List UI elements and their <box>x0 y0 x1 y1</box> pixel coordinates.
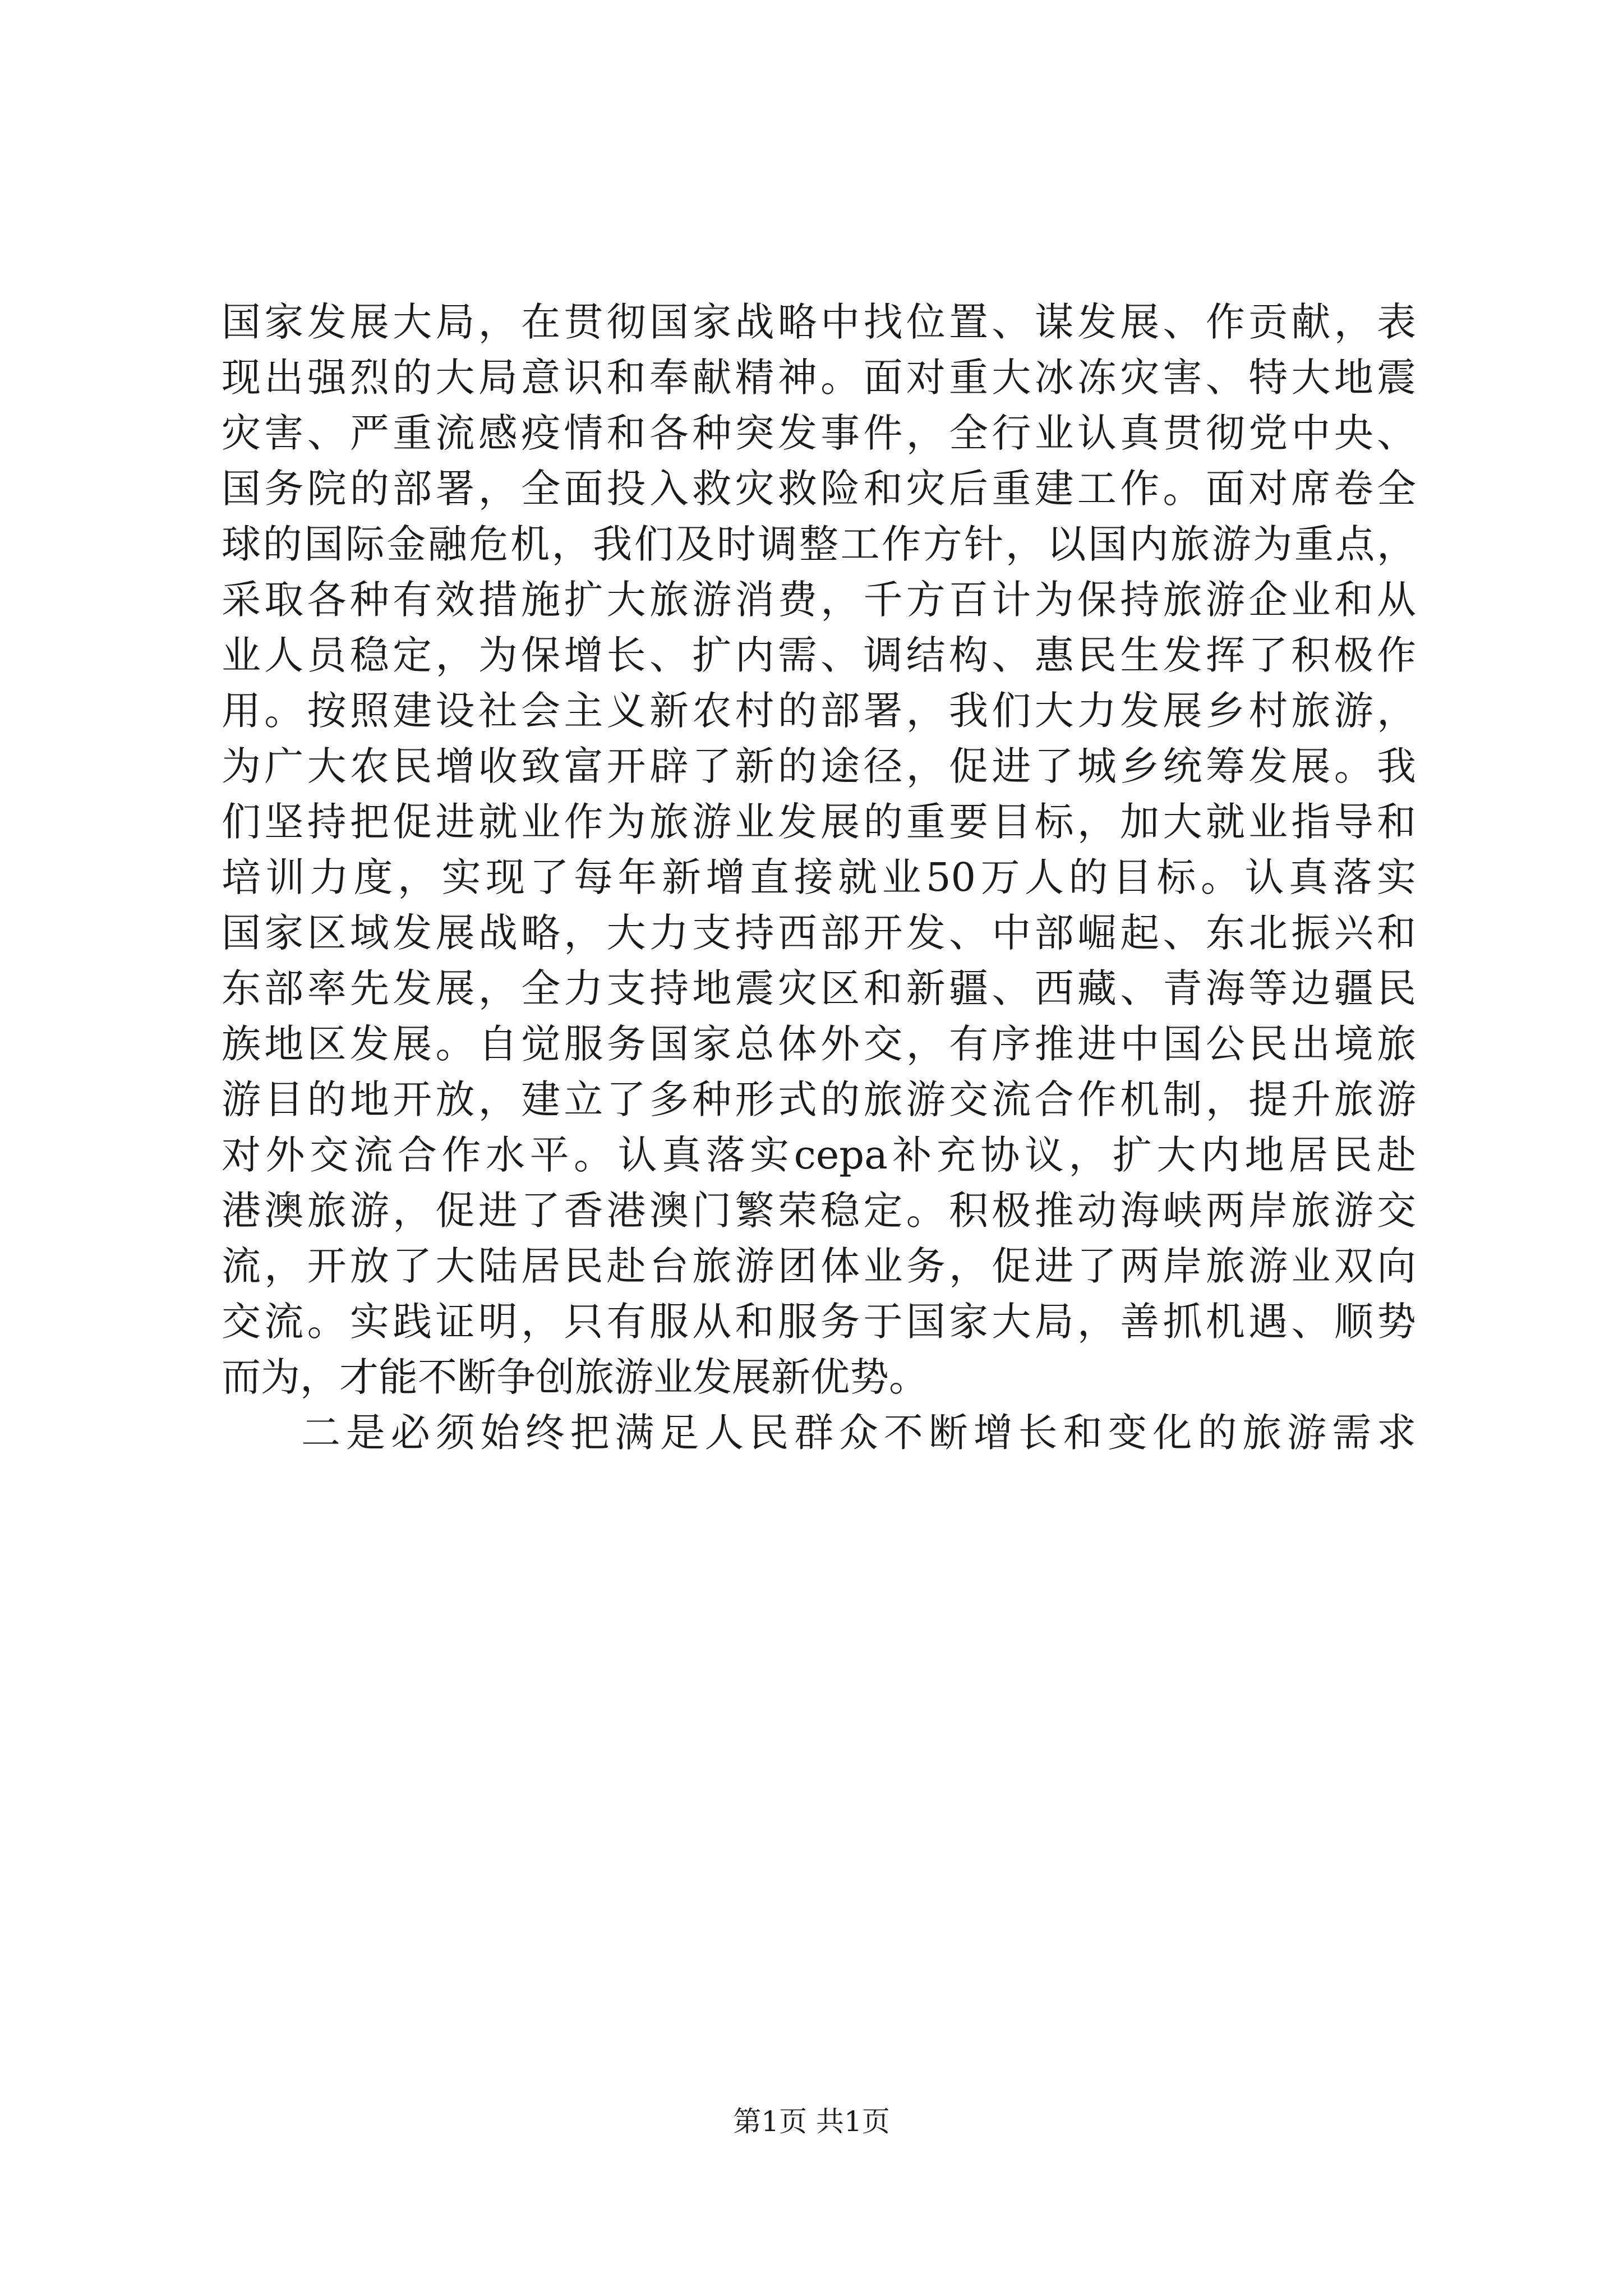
text-line: 游目的地开放，建立了多种形式的旅游交流合作机制，提升旅游 <box>222 1076 1416 1122</box>
text-line: 交流。实践证明，只有服从和服务于国家大局，善抓机遇、顺势 <box>222 1299 1416 1345</box>
text-line: 培训力度，实现了每年新增直接就业50万人的目标。认真落实 <box>222 854 1416 900</box>
text-line: 为广大农民增收致富开辟了新的途径，促进了城乡统筹发展。我 <box>222 743 1416 789</box>
text-line: 国务院的部署，全面投入救灾救险和灾后重建工作。面对席卷全 <box>222 466 1416 512</box>
paragraph-start-line: 二是必须始终把满足人民群众不断增长和变化的旅游需求 <box>301 1410 1416 1456</box>
text-line: 球的国际金融危机，我们及时调整工作方针，以国内旅游为重点， <box>222 521 1416 567</box>
text-line: 对外交流合作水平。认真落实cepa补充协议，扩大内地居民赴 <box>222 1132 1416 1178</box>
page-footer: 第1页 共1页 <box>733 2105 890 2138</box>
text-line: 业人员稳定，为保增长、扩内需、调结构、惠民生发挥了积极作 <box>222 632 1416 678</box>
text-line: 用。按照建设社会主义新农村的部署，我们大力发展乡村旅游， <box>222 688 1416 734</box>
text-line: 们坚持把促进就业作为旅游业发展的重要目标，加大就业指导和 <box>222 799 1416 845</box>
text-line: 国家区域发展战略，大力支持西部开发、中部崛起、东北振兴和 <box>222 910 1416 956</box>
text-line: 族地区发展。自觉服务国家总体外交，有序推进中国公民出境旅 <box>222 1021 1416 1067</box>
body-text <box>222 295 1416 1461</box>
text-line: 现出强烈的大局意识和奉献精神。面对重大冰冻灾害、特大地震 <box>222 355 1416 401</box>
text-line: 流，开放了大陆居民赴台旅游团体业务，促进了两岸旅游业双向 <box>222 1243 1416 1289</box>
text-line: 采取各种有效措施扩大旅游消费，千方百计为保持旅游企业和从 <box>222 577 1416 623</box>
text-line: 灾害、严重流感疫情和各种突发事件，全行业认真贯彻党中央、 <box>222 410 1416 456</box>
text-line: 港澳旅游，促进了香港澳门繁荣稳定。积极推动海峡两岸旅游交 <box>222 1188 1416 1234</box>
paragraph-end-line: 而为，才能不断争创旅游业发展新优势。 <box>222 1354 928 1400</box>
text-line: 东部率先发展，全力支持地震灾区和新疆、西藏、青海等边疆民 <box>222 965 1416 1011</box>
text-line: 国家发展大局，在贯彻国家战略中找位置、谋发展、作贡献，表 <box>222 299 1416 345</box>
